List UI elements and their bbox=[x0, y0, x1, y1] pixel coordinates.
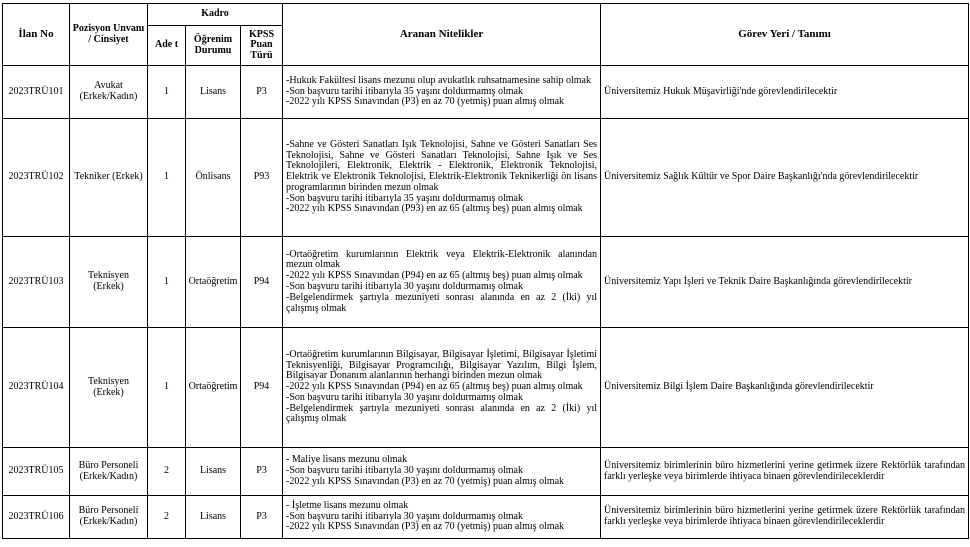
adet-cell: 1 bbox=[148, 119, 186, 237]
header-pozisyon: Pozisyon Unvanı / Cinsiyet bbox=[70, 4, 148, 66]
header-ogrenim: Öğrenim Durumu bbox=[186, 26, 241, 66]
nitelik-line: -Ortaöğretim kurumlarının Elektrik veya Elektrik-Elektronik alanından mezun olmak bbox=[286, 248, 598, 271]
nitelikler-cell bbox=[283, 496, 601, 539]
kpss-cell: P94 bbox=[241, 328, 283, 448]
nitelik-line: -Belgelendirmek şartıyla mezuniyeti sonrası alanında en az 2 (İki) yıl çalışmış olmak bbox=[286, 402, 598, 425]
header-gorev: Görev Yeri / Tanımı bbox=[601, 4, 969, 66]
nitelik-line: -Son başvuru tarihi itibarıyla 30 yaşını doldurmamış olmak bbox=[286, 281, 523, 292]
gorev-cell: Üniversitemiz Hukuk Müşavirliği'nde görevlendirilecektir bbox=[601, 66, 969, 119]
pozisyon-cell: Avukat (Erkek/Kadın) bbox=[70, 66, 148, 119]
ilan-no-cell: 2023TRÜ105 bbox=[3, 448, 70, 496]
ogrenim-cell: Lisans bbox=[186, 496, 241, 539]
nitelik-line: -Son başvuru tarihi itibarıyla 30 yaşını doldurmamış olmak bbox=[286, 391, 523, 403]
nitelik-line: -2022 yılı KPSS Sınavından (P94) en az 65 (altmış beş) puan almış olmak bbox=[286, 381, 583, 393]
table-row bbox=[3, 237, 969, 328]
ilan-no-cell: 2023TRÜ106 bbox=[3, 496, 70, 539]
nitelik-line: -Ortaöğretim kurumlarının Bilgisayar, Bilgisayar İşletimi, Bilgisayar İşletimi Teknisyenliği, Bilgisayar Programcılığı, Bilgisayar Yazılım, Bilgi İşlem, Bilgisayar Donanım alanlarının herhangi birinden mezun olmak bbox=[286, 348, 598, 382]
gorev-cell: Üniversitemiz Sağlık Kültür ve Spor Daire Başkanlığı'nda görevlendirilecektir bbox=[601, 119, 969, 237]
header-ilan-no: İlan No bbox=[3, 4, 70, 66]
header-adet: Ade t bbox=[148, 26, 186, 66]
nitelikler-cell bbox=[283, 328, 601, 448]
header-nitelikler: Aranan Nitelikler bbox=[283, 4, 601, 66]
pozisyon-cell: Teknisyen (Erkek) bbox=[70, 237, 148, 328]
table-row bbox=[3, 119, 969, 237]
nitelik-line: - Maliye lisans mezunu olmak bbox=[286, 454, 408, 466]
kpss-cell: P3 bbox=[241, 448, 283, 496]
adet-cell: 2 bbox=[148, 448, 186, 496]
kpss-cell: P3 bbox=[241, 66, 283, 119]
document-page bbox=[2, 3, 969, 539]
ilan-no-cell: 2023TRÜ103 bbox=[3, 237, 70, 328]
nitelik-line: -Sahne ve Gösteri Sanatları Işık Teknolojisi, Sahne ve Gösteri Sanatları Ses Teknolojisi, Sahne ve Gösteri Sanatları Teknolojisi, Sahne Işık ve Ses Teknolojileri, Elektronik, Elektrik - Elektronik, Elektronik Teknolojisi, Elektrik ve Elektronik Teknolojisi, Elektrik-Elektronik Teknikerliği ön lisans programlarının birinden mezun olmak bbox=[286, 138, 598, 193]
nitelik-line: -Son başvuru tarihi itibarıyla 30 yaşını doldurmamış olmak bbox=[286, 510, 523, 522]
nitelik-line: - İşletme lisans mezunu olmak bbox=[286, 499, 409, 511]
ilan-no-cell: 2023TRÜ101 bbox=[3, 66, 70, 119]
nitelik-line: -2022 yılı KPSS Sınavından (P3) en az 70 (yetmiş) puan almış olmak bbox=[286, 521, 565, 533]
ilan-no-cell: 2023TRÜ104 bbox=[3, 328, 70, 448]
table-row bbox=[3, 66, 969, 119]
table-row bbox=[3, 328, 969, 448]
nitelik-line: -2022 yılı KPSS Sınavından (P93) en az 65 (altmış beş) puan almış olmak bbox=[286, 203, 583, 215]
nitelik-line: -Son başvuru tarihi itibarıyla 30 yaşını doldurmamış olmak bbox=[286, 465, 523, 477]
pozisyon-cell: Büro Personeli (Erkek/Kadın) bbox=[70, 448, 148, 496]
table-row bbox=[3, 496, 969, 539]
gorev-cell: Üniversitemiz Yapı İşleri ve Teknik Daire Başkanlığında görevlendirilecektir bbox=[601, 237, 969, 328]
ogrenim-cell: Lisans bbox=[186, 66, 241, 119]
nitelikler-cell bbox=[283, 237, 601, 328]
ogrenim-cell: Ortaöğretim bbox=[186, 237, 241, 328]
header-kadro: Kadro bbox=[148, 4, 283, 26]
pozisyon-cell: Tekniker (Erkek) bbox=[70, 119, 148, 237]
header-kpss: KPSS Puan Türü bbox=[241, 26, 283, 66]
gorev-cell: Üniversitemiz Bilgi İşlem Daire Başkanlığında görevlendirilecektir bbox=[601, 328, 969, 448]
nitelikler-cell bbox=[283, 66, 601, 119]
pozisyon-cell: Büro Personeli (Erkek/Kadın) bbox=[70, 496, 148, 539]
ogrenim-cell: Önlisans bbox=[186, 119, 241, 237]
nitelik-line: -2022 yılı KPSS Sınavından (P94) en az 65 (altmış beş) puan almış olmak bbox=[286, 270, 583, 282]
nitelik-line: -Belgelendirmek şartıyla mezuniyeti sonrası alanında en az 2 (İki) yıl çalışmış olmak bbox=[286, 291, 598, 314]
job-listing-table bbox=[2, 3, 969, 539]
table-row bbox=[3, 448, 969, 496]
nitelik-line: -Hukuk Fakültesi lisans mezunu olup avukatlık ruhsatnamesine sahip olmak bbox=[286, 74, 591, 86]
nitelik-line: -Son başvuru tarihi itibarıyla 35 yaşını doldurmamış olmak bbox=[286, 85, 523, 97]
gorev-cell: Üniversitemiz birimlerinin büro hizmetlerini yerine getirmek üzere Rektörlük tarafından farklı yerleşke veya birimlerde ihtiyaca binaen görevlendirileceklerdir bbox=[601, 448, 969, 496]
nitelikler-cell bbox=[283, 448, 601, 496]
adet-cell: 1 bbox=[148, 66, 186, 119]
ogrenim-cell: Ortaöğretim bbox=[186, 328, 241, 448]
kpss-cell: P3 bbox=[241, 496, 283, 539]
header-row-1 bbox=[3, 4, 969, 26]
kpss-cell: P93 bbox=[241, 119, 283, 237]
adet-cell: 1 bbox=[148, 237, 186, 328]
kpss-cell: P94 bbox=[241, 237, 283, 328]
adet-cell: 2 bbox=[148, 496, 186, 539]
nitelikler-cell bbox=[283, 119, 601, 237]
ilan-no-cell: 2023TRÜ102 bbox=[3, 119, 70, 237]
nitelik-line: -2022 yılı KPSS Sınavından (P3) en az 70 (yetmiş) puan almış olmak bbox=[286, 96, 565, 108]
pozisyon-cell: Teknisyen (Erkek) bbox=[70, 328, 148, 448]
nitelik-line: -2022 yılı KPSS Sınavından (P3) en az 70 (yetmiş) puan almış olmak bbox=[286, 475, 565, 487]
gorev-cell: Üniversitemiz birimlerinin büro hizmetlerini yerine getirmek üzere Rektörlük tarafından farklı yerleşke veya birimlerde ihtiyaca binaen görevlendirileceklerdir bbox=[601, 496, 969, 539]
adet-cell: 1 bbox=[148, 328, 186, 448]
ogrenim-cell: Lisans bbox=[186, 448, 241, 496]
nitelik-line: -Son başvuru tarihi itibarıyla 35 yaşını doldurmamış olmak bbox=[286, 192, 523, 204]
